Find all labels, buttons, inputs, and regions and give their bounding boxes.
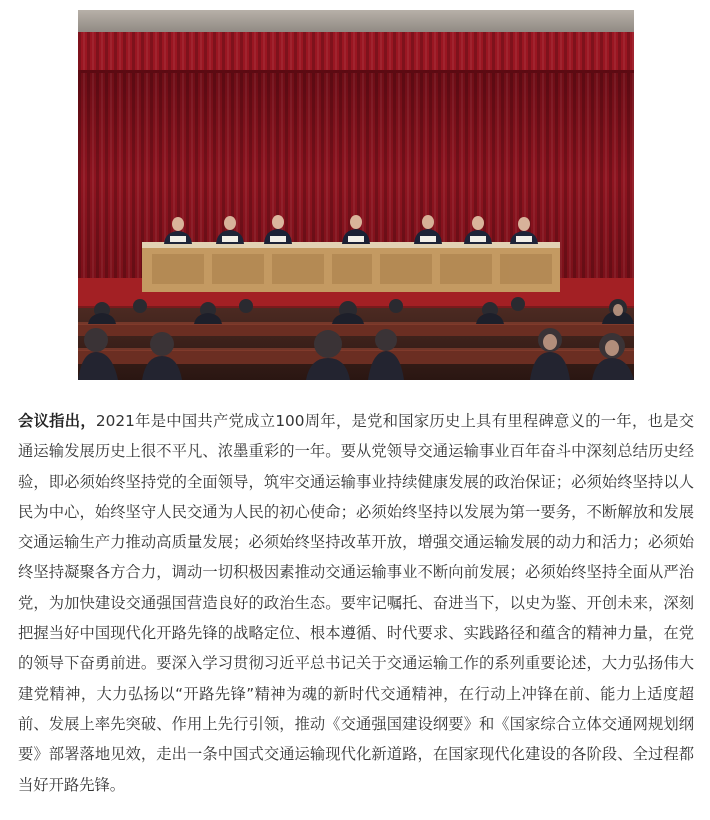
paragraph-body: 2021年是中国共产党成立100周年，是党和国家历史上具有里程碑意义的一年，也是交通运输发展历史上很不平凡、浓墨重彩的一年。要从党领导交通运输事业百年奋斗中深刻总结历史经验，即必须始终坚持党的全面领导，筑牢交通运输事业持续健康发展的政治保证；必须始终坚持以人民为中心，始终坚守人民交通为人民的初心使命；必须始终坚持以发展为第一要务，不断解放和发展交通运输生产力推动高质量发展；必须始终坚持改革开放，增强交通运输发展的动力和活力；必须始终坚持凝聚各方合力，调动一切积极因素推动交通运输事业不断向前发展；必须始终坚持全面从严治党，为加快建设交通强国营造良好的政治生态。要牢记嘱托、奋进当下，以史为鉴、开创未来，深刻把握当好中国现代化开路先锋的战略定位、根本遵循、时代要求、实践路径和蕴含的精神力量，在党的领导下奋勇前进。要深入学习贯彻习近平总书记关于交通运输工作的系列重要论述，大力弘扬伟大建党精神，大力弘扬以“开路先锋”精神为魂的新时代交通精神，在行动上冲锋在前、能力上适度超前、发展上率先突破、作用上先行引领，推动《交通强国建设纲要》和《国家综合立体交通网规划纲要》部署落地见效，走出一条中国式交通运输现代化新道路，在国家现代化建设的各阶段、全过程都当好开路先锋。 xyxy=(18,412,694,794)
meeting-photo xyxy=(78,10,634,380)
article-paragraph xyxy=(18,406,694,800)
paragraph-lead: 会议指出， xyxy=(18,412,96,430)
presidium-table xyxy=(142,242,560,292)
ceiling xyxy=(78,10,634,34)
